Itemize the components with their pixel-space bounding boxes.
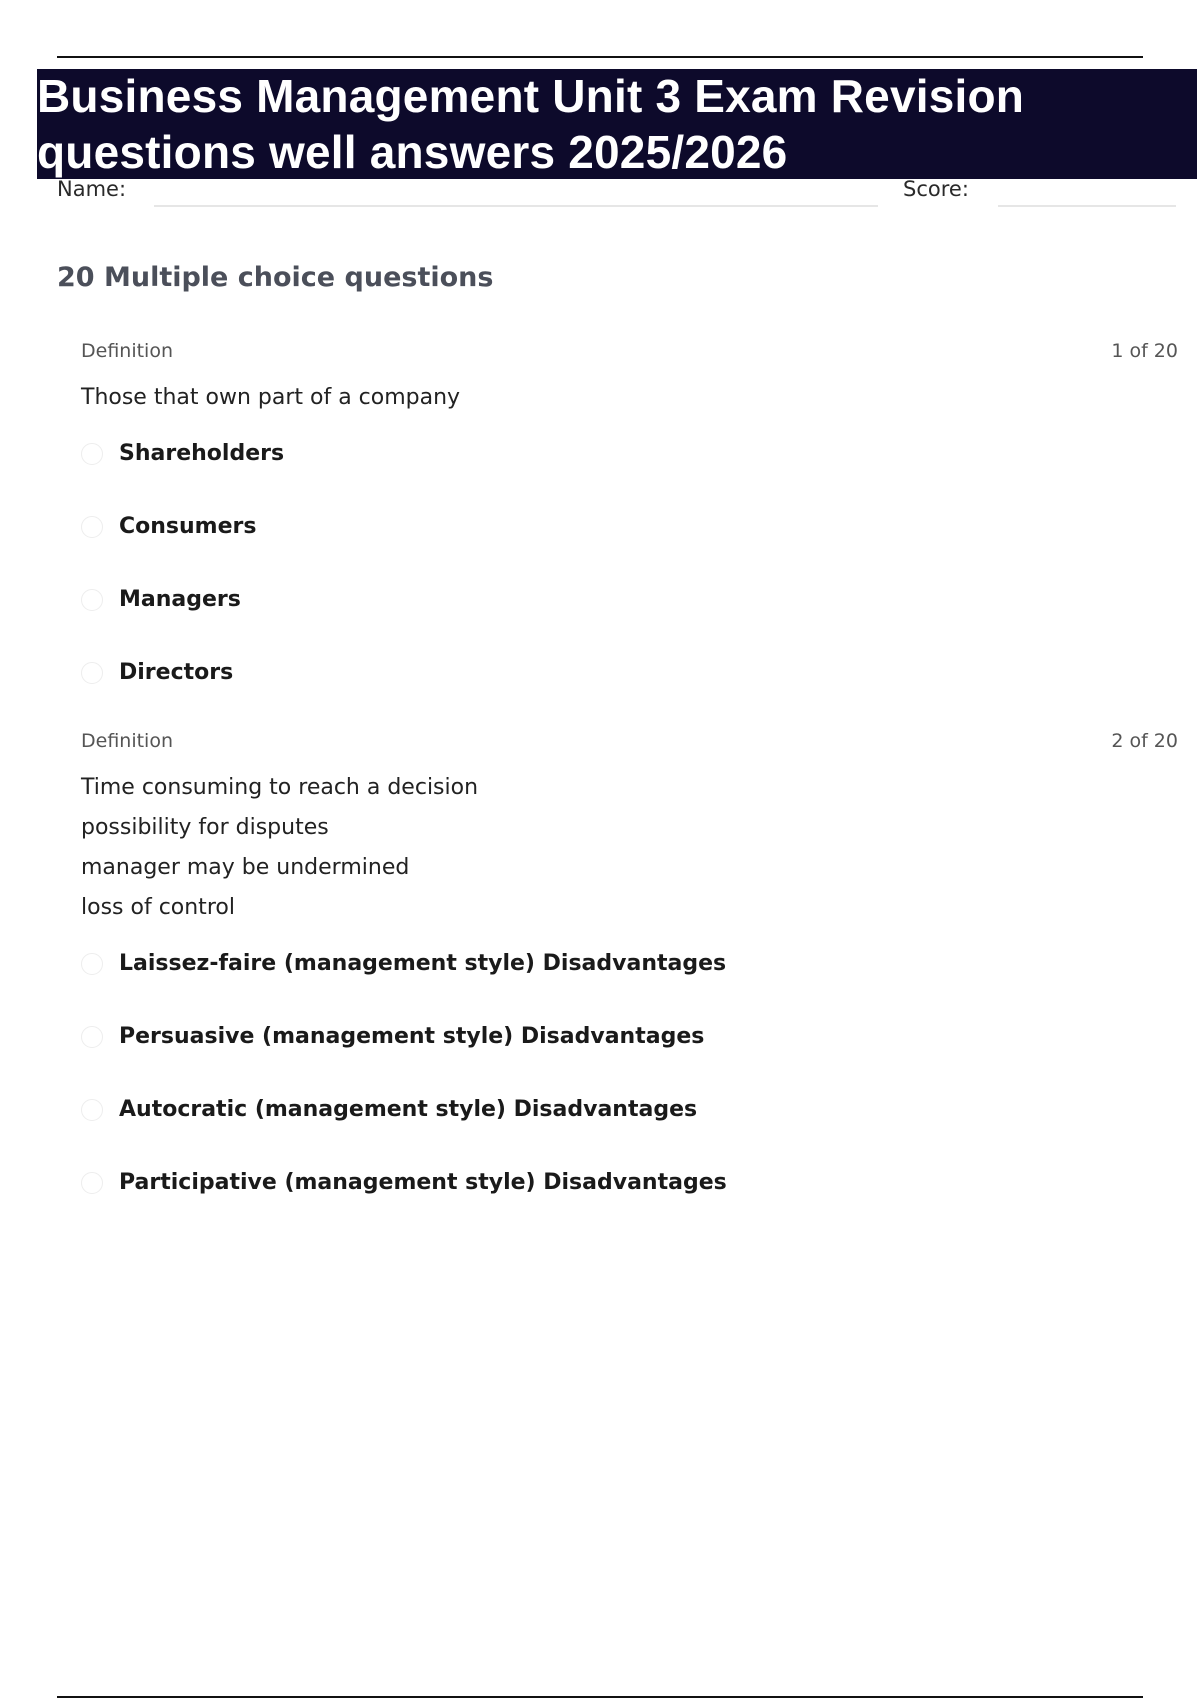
answer-option-label: Consumers (119, 514, 257, 539)
answer-option[interactable] (81, 1096, 981, 1169)
answer-option-label: Directors (119, 660, 234, 685)
answer-option[interactable] (81, 440, 981, 513)
question-counter: 1 of 20 (1111, 340, 1178, 362)
answer-option-label: Managers (119, 587, 241, 612)
radio-button-icon[interactable] (81, 516, 103, 538)
answer-option-label: Shareholders (119, 441, 285, 466)
radio-button-icon[interactable] (81, 1172, 103, 1194)
prompt-line: Those that own part of a company (81, 385, 461, 410)
name-label: Name: (57, 177, 127, 201)
answer-option[interactable] (81, 659, 981, 732)
prompt-line: possibility for disputes (81, 815, 329, 840)
answer-option[interactable] (81, 1169, 981, 1242)
answer-option-label: Autocratic (management style) Disadvantages (119, 1097, 698, 1122)
answer-option[interactable] (81, 513, 981, 586)
question-counter: 2 of 20 (1111, 730, 1178, 752)
document-title (37, 68, 1197, 180)
name-field[interactable] (154, 205, 878, 207)
prompt-line: manager may be undermined (81, 855, 410, 880)
top-rule (57, 56, 1143, 58)
question-type-label: Definition (81, 730, 174, 752)
radio-button-icon[interactable] (81, 589, 103, 611)
document-title-line-2: questions well answers 2025/2026 (37, 126, 788, 178)
answer-option[interactable] (81, 586, 981, 659)
answer-option-label: Persuasive (management style) Disadvantages (119, 1024, 705, 1049)
score-label: Score: (903, 177, 969, 201)
question-prompt (81, 768, 478, 928)
answer-option-label: Laissez-faire (management style) Disadvantages (119, 951, 727, 976)
radio-button-icon[interactable] (81, 953, 103, 975)
section-heading: 20 Multiple choice questions (57, 262, 494, 293)
prompt-line: loss of control (81, 895, 235, 920)
radio-button-icon[interactable] (81, 662, 103, 684)
answer-options (81, 440, 981, 732)
score-field[interactable] (998, 205, 1176, 207)
prompt-line: Time consuming to reach a decision (81, 775, 479, 800)
question-type-label: Definition (81, 340, 174, 362)
radio-button-icon[interactable] (81, 443, 103, 465)
radio-button-icon[interactable] (81, 1026, 103, 1048)
answer-option-label: Participative (management style) Disadvantages (119, 1170, 727, 1195)
answer-options (81, 950, 981, 1242)
answer-option[interactable] (81, 1023, 981, 1096)
document-title-line-1: Business Management Unit 3 Exam Revision (37, 70, 1025, 122)
bottom-rule (57, 1696, 1143, 1698)
radio-button-icon[interactable] (81, 1099, 103, 1121)
question-prompt (81, 378, 460, 418)
answer-option[interactable] (81, 950, 981, 1023)
